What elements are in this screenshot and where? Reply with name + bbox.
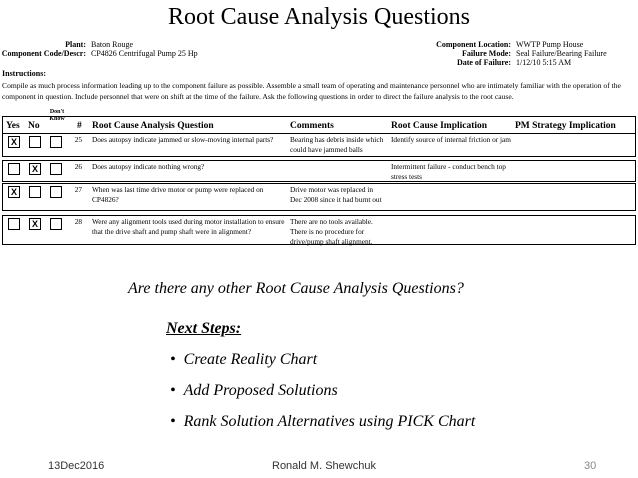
dont-know-checkbox[interactable]	[50, 163, 62, 175]
table-row	[2, 183, 636, 211]
question-text: Were any alignment tools used during motor installation to ensure that the drive shaft and pump shaft were in alignment?	[92, 217, 285, 236]
next-step-item: • Create Reality Chart	[170, 351, 318, 368]
no-checkbox[interactable]	[29, 186, 41, 198]
date-value: 1/12/10 5:15 AM	[516, 58, 572, 67]
question-text: When was last time drive motor or pump were replaced on CP4826?	[92, 185, 264, 204]
dont-know-checkbox[interactable]	[50, 136, 62, 148]
no-checkbox[interactable]: X	[29, 163, 41, 175]
implication-text: Identify source of internal friction or jam	[391, 135, 511, 144]
footer-author: Ronald M. Shewchuk	[272, 460, 376, 472]
yes-checkbox[interactable]	[8, 218, 20, 230]
failure-mode-value: Seal Failure/Bearing Failure	[516, 49, 607, 58]
dont-know-checkbox[interactable]	[50, 186, 62, 198]
component-label: Component Code/Descr:	[1, 49, 86, 58]
table-row	[2, 133, 636, 157]
col-no: No	[28, 121, 40, 131]
location-value: WWTP Pump House	[516, 40, 584, 49]
comments-text: There are no tools available. There is no procedure for drive/pump shaft alignment.	[290, 217, 373, 246]
table-row	[2, 215, 636, 245]
no-checkbox[interactable]	[29, 136, 41, 148]
next-steps-heading: Next Steps:	[166, 320, 242, 337]
question-text: Does autopsy indicate nothing wrong?	[92, 162, 205, 171]
other-questions-prompt: Are there any other Root Cause Analysis Questions?	[128, 280, 464, 297]
component-value: CP4826 Centrifugal Pump 25 Hp	[91, 49, 198, 58]
page-title: Root Cause Analysis Questions	[167, 4, 470, 30]
col-question: Root Cause Analysis Question	[92, 121, 214, 131]
question-number: 26	[74, 162, 82, 171]
implication-text: Intermittent failure - conduct bench top stress tests	[391, 162, 506, 181]
question-number: 25	[74, 135, 82, 144]
question-number: 27	[74, 185, 82, 194]
comments-text: Drive motor was replaced in Dec 2008 since it had burnt out	[290, 185, 382, 204]
next-step-item: • Rank Solution Alternatives using PICK Chart	[170, 413, 476, 430]
footer-date: 13Dec2016	[48, 460, 105, 472]
instructions-text: Compile as much process information leading up to the component failure as possible. Assemble a small team of operating and maintenance personnel who are intimately familiar with the operation of the component in question. Include personnel that were on shift at the time of the failure. Ask the following questions in order to direct the failure analysis to the root cause.	[2, 81, 621, 101]
table-row	[2, 160, 636, 182]
col-pm: PM Strategy Implication	[515, 121, 616, 131]
next-step-item: • Add Proposed Solutions	[170, 382, 338, 399]
location-label: Component Location:	[436, 40, 511, 49]
no-checkbox[interactable]: X	[29, 218, 41, 230]
col-implication: Root Cause Implication	[391, 121, 488, 131]
instructions-label: Instructions:	[2, 69, 47, 78]
plant-value: Baton Rouge	[91, 40, 133, 49]
date-label: Date of Failure:	[456, 58, 511, 67]
yes-checkbox[interactable]: X	[8, 186, 20, 198]
col-num: #	[77, 121, 82, 131]
col-dont-know: Don't Know	[49, 109, 65, 122]
yes-checkbox[interactable]: X	[8, 136, 20, 148]
failure-mode-label: Failure Mode:	[462, 49, 511, 58]
yes-checkbox[interactable]	[8, 163, 20, 175]
plant-label: Plant:	[65, 40, 86, 49]
question-text: Does autopsy indicate jammed or slow-moving internal parts?	[92, 135, 274, 144]
question-number: 28	[74, 217, 82, 226]
dont-know-checkbox[interactable]	[50, 218, 62, 230]
page-number: 30	[584, 460, 597, 472]
col-comments: Comments	[290, 121, 334, 131]
col-yes: Yes	[6, 121, 20, 131]
comments-text: Bearing has debris inside which could have jammed balls	[290, 135, 384, 154]
